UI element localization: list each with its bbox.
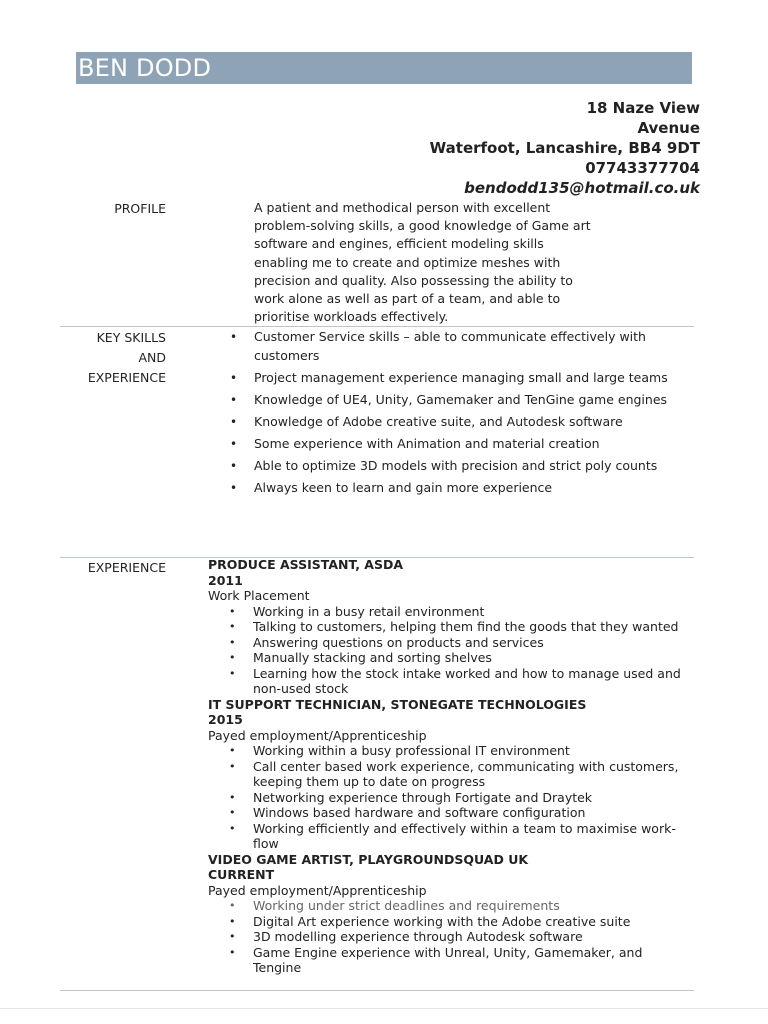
bullet-icon: • xyxy=(229,945,236,959)
job-date: CURRENT xyxy=(208,867,275,882)
bullet-icon: • xyxy=(229,744,236,757)
skills-label xyxy=(60,328,166,388)
skill-text: Project management experience managing small and large teams xyxy=(254,369,668,385)
job-bullet xyxy=(208,635,694,651)
skills-label-line-2: AND xyxy=(138,350,166,365)
job-type: Work Placement xyxy=(208,588,310,603)
experience-list xyxy=(208,557,694,976)
job-title: VIDEO GAME ARTIST, PLAYGROUNDSQUAD UK xyxy=(208,851,529,867)
job-bullet-text: Networking experience through Fortigate and Draytek xyxy=(253,789,593,805)
bullet-icon: • xyxy=(230,458,238,473)
skill-text: Some experience with Animation and material creation xyxy=(254,435,600,451)
job-bullet-text: Manually stacking and sorting shelves xyxy=(253,650,492,665)
skill-text: Always keen to learn and gain more experience xyxy=(254,479,553,495)
job-bullet xyxy=(208,914,694,930)
skill-item xyxy=(230,479,670,498)
job-date: 2015 xyxy=(208,712,243,727)
address-line-1: 18 Naze View xyxy=(586,99,700,117)
job-bullet-text: Call center based work experience, communicating with customers, keeping them up to date on progress xyxy=(253,758,679,789)
job-bullet-text: Windows based hardware and software configuration xyxy=(253,805,586,820)
bullet-icon: • xyxy=(229,821,236,835)
job-bullet xyxy=(208,945,694,976)
job-bullet xyxy=(208,666,694,697)
page-edge xyxy=(0,1008,768,1009)
skill-text: Knowledge of UE4, Unity, Gamemaker and TenGine game engines xyxy=(254,391,668,407)
job-bullet-text: Working in a busy retail environment xyxy=(253,603,485,619)
skill-text: Customer Service skills – able to communicate effectively with customers xyxy=(254,329,646,363)
bullet-icon: • xyxy=(229,790,236,804)
bullet-icon: • xyxy=(229,930,236,943)
bullet-icon: • xyxy=(229,759,236,773)
address-line-3: Waterfoot, Lancashire, BB4 9DT xyxy=(429,139,700,157)
contact-block xyxy=(430,98,700,198)
skills-label-line-3: EXPERIENCE xyxy=(87,370,166,385)
bullet-icon: • xyxy=(229,806,236,819)
skills-label-line-1: KEY SKILLS xyxy=(96,330,166,345)
job-bullets xyxy=(208,743,694,852)
job-bullet xyxy=(208,650,694,666)
bullet-icon: • xyxy=(229,651,236,664)
job-entry xyxy=(208,557,694,697)
skills-list xyxy=(230,328,670,501)
job-bullet-text: Talking to customers, helping them find the goods that they wanted xyxy=(253,619,679,634)
bullet-icon: • xyxy=(229,604,236,618)
bullet-icon: • xyxy=(229,635,236,649)
job-bullets xyxy=(208,898,694,976)
profile-label: PROFILE xyxy=(114,201,166,216)
phone-number: 07743377704 xyxy=(585,159,700,177)
bullet-icon: • xyxy=(229,914,236,928)
job-bullet-text: Working under strict deadlines and requirements xyxy=(253,898,560,913)
name-banner xyxy=(76,52,692,84)
job-bullet xyxy=(208,743,694,759)
bullet-icon: • xyxy=(229,666,236,680)
bullet-icon: • xyxy=(230,480,238,495)
skill-item xyxy=(230,413,670,432)
candidate-name: BEN DODD xyxy=(78,54,212,82)
skill-item xyxy=(230,328,670,365)
job-title: PRODUCE ASSISTANT, ASDA xyxy=(208,557,404,572)
bullet-icon: • xyxy=(230,370,238,385)
job-title: IT SUPPORT TECHNICIAN, STONEGATE TECHNOLOGIES xyxy=(208,696,587,712)
section-divider xyxy=(60,326,694,327)
email-address: bendodd135@hotmail.co.uk xyxy=(464,179,700,197)
job-bullet xyxy=(208,604,694,620)
job-bullet xyxy=(208,898,694,914)
job-bullet xyxy=(208,821,694,852)
skill-item xyxy=(230,369,670,388)
bullet-icon: • xyxy=(229,620,236,633)
job-bullet-text: 3D modelling experience through Autodesk software xyxy=(253,929,583,944)
job-type: Payed employment/Apprenticeship xyxy=(208,727,427,743)
skill-item xyxy=(230,435,670,454)
experience-label: EXPERIENCE xyxy=(87,560,166,575)
job-bullet-text: Learning how the stock intake worked and how to manage used and non-used stock xyxy=(253,665,681,696)
job-bullet-text: Working efficiently and effectively within a team to maximise work-flow xyxy=(253,820,676,851)
bullet-icon: • xyxy=(230,436,238,451)
skill-text: Knowledge of Adobe creative suite, and Autodesk software xyxy=(254,413,623,429)
job-bullet xyxy=(208,805,694,821)
skill-item xyxy=(230,391,670,410)
bullet-icon: • xyxy=(230,392,238,407)
skill-item xyxy=(230,457,670,476)
job-bullet-text: Digital Art experience working with the Adobe creative suite xyxy=(253,913,631,929)
job-bullet xyxy=(208,790,694,806)
job-bullet-text: Working within a busy professional IT environment xyxy=(253,743,570,758)
job-bullet xyxy=(208,759,694,790)
job-bullet-text: Game Engine experience with Unreal, Unity, Gamemaker, and Tengine xyxy=(253,944,643,975)
skill-text: Able to optimize 3D models with precision and strict poly counts xyxy=(254,457,658,473)
job-entry xyxy=(208,852,694,976)
job-bullets xyxy=(208,604,694,697)
job-date: 2011 xyxy=(208,572,243,588)
job-bullet xyxy=(208,929,694,945)
bullet-icon: • xyxy=(230,330,238,344)
bullet-icon: • xyxy=(229,899,236,912)
job-bullet xyxy=(208,619,694,635)
job-bullet-text: Answering questions on products and services xyxy=(253,634,544,650)
section-divider xyxy=(60,990,694,991)
job-entry xyxy=(208,697,694,852)
profile-text: A patient and methodical person with excellent problem-solving skills, a good knowledge of Game art software and engines, efficient modeling skills enabling me to create and optimize meshes with precision and quality. Also possessing the ability to work alone as well as part of a team, and able to prioritise workloads effectively. xyxy=(254,200,591,325)
bullet-icon: • xyxy=(230,414,238,429)
address-line-2: Avenue xyxy=(637,119,700,137)
job-type: Payed employment/Apprenticeship xyxy=(208,882,427,898)
